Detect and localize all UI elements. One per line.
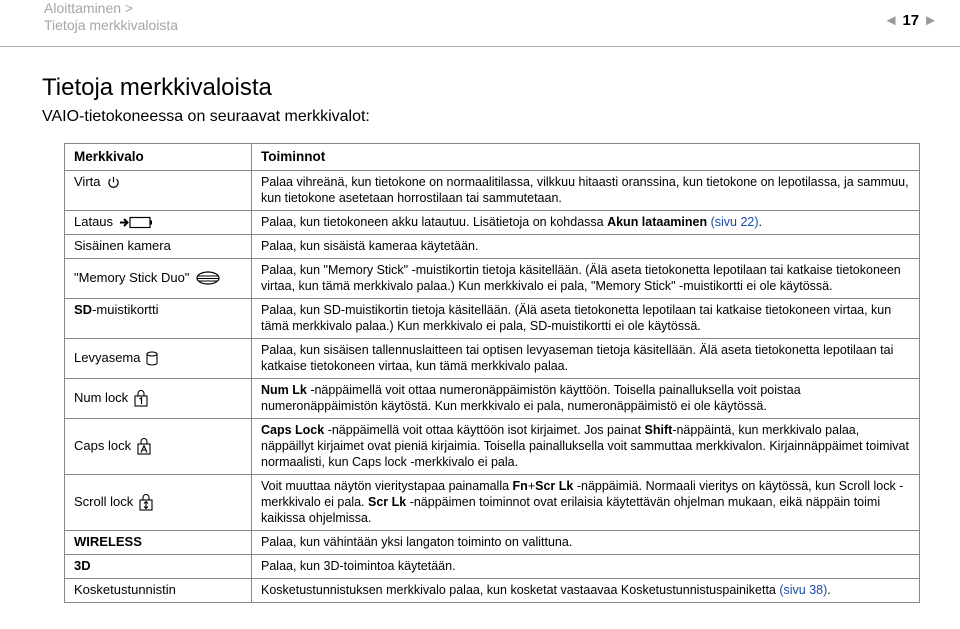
key-name: Fn xyxy=(512,479,528,493)
indicator-cell xyxy=(65,211,252,235)
table-row xyxy=(65,531,920,555)
key-name: Num Lk xyxy=(261,383,307,397)
function-cell: Kosketustunnistuksen merkkivalo palaa, kun kosketat vastaavaa Kosketustunnistuspainiketta (sivu 38). xyxy=(252,579,920,603)
key-name: Caps Lock xyxy=(261,423,325,437)
table-row xyxy=(65,555,920,579)
indicator-cell xyxy=(65,419,252,475)
table-row xyxy=(65,211,920,235)
table-row xyxy=(65,299,920,339)
indicator-cell xyxy=(65,579,252,603)
column-header-function: Toiminnot xyxy=(252,144,920,171)
function-cell: Voit muuttaa näytön vieritystapaa painamalla Fn+Scr Lk -näppäimiä. Normaali vieritys on käytössä, kun Scroll lock -merkkivalo ei pala. Scr Lk -näppäimen toiminnot ovat erilaisia käytettävän ohjelman mukaan, eikä näppäin toimi kaikissa ohjelmissa. xyxy=(252,475,920,531)
next-page-icon[interactable]: ► xyxy=(923,12,938,29)
cross-reference-title: Akun lataaminen xyxy=(607,215,708,229)
table-row xyxy=(65,235,920,259)
indicator-label: Caps lock xyxy=(74,438,132,453)
indicator-label: -muistikortti xyxy=(92,302,159,317)
breadcrumb[interactable]: Aloittaminen > xyxy=(44,0,134,16)
column-header-indicator: Merkkivalo xyxy=(65,144,252,171)
table-row xyxy=(65,379,920,419)
num-lock-icon xyxy=(134,390,148,407)
indicator-label: Levyasema xyxy=(74,350,141,365)
battery-charge-icon xyxy=(119,216,153,229)
page-subtitle: VAIO-tietokoneessa on seuraavat merkkivalot: xyxy=(42,108,370,125)
table-row xyxy=(65,259,920,299)
indicator-cell xyxy=(65,171,252,211)
function-cell: Palaa vihreänä, kun tietokone on normaalitilassa, vilkkuu hitaasti oranssina, kun tietokone on lepotilassa, ja sammuu, kun tietokone asetetaan horrostilaan tai sammutetaan. xyxy=(252,171,920,211)
indicator-label-bold: SD xyxy=(74,302,93,317)
caps-lock-icon xyxy=(137,438,151,455)
header-divider xyxy=(0,46,960,47)
indicator-label: Scroll lock xyxy=(74,494,134,509)
page-title: Tietoja merkkivaloista xyxy=(42,74,272,101)
header-section-title: Tietoja merkkivaloista xyxy=(44,17,179,33)
function-cell: Palaa, kun "Memory Stick" -muistikortin tietoja käsitellään. (Älä aseta tietokonetta lepotilaan tai katkaise tietokoneen virtaa, kun tämä merkkivalo palaa.) Kun merkkivalo ei pala, "Memory Stick" -muistikortti ei ole käytössä. xyxy=(252,259,920,299)
indicator-cell xyxy=(65,339,252,379)
indicator-cell xyxy=(65,259,252,299)
memory-stick-icon xyxy=(195,270,221,286)
table-header-row xyxy=(65,144,920,171)
indicator-table xyxy=(64,143,920,603)
function-cell: Num Lk -näppäimellä voit ottaa numeronäppäimistön käyttöön. Toisella painalluksella voit poistaa numeronäppäimistön käytöstä. Kun merkkivalo ei pala, numeronäppäimistö ei ole käytössä. xyxy=(252,379,920,419)
indicator-cell xyxy=(65,235,252,259)
function-cell: Palaa, kun tietokoneen akku latautuu. Lisätietoja on kohdassa Akun lataaminen (sivu 22). xyxy=(252,211,920,235)
table-row xyxy=(65,579,920,603)
scroll-lock-icon xyxy=(139,494,153,511)
previous-page-icon[interactable]: ◄ xyxy=(883,12,899,29)
indicator-label: Lataus xyxy=(74,214,114,229)
indicator-label: WIRELESS xyxy=(74,534,142,549)
page-header xyxy=(44,0,178,34)
function-cell: Palaa, kun vähintään yksi langaton toiminto on valittuna. xyxy=(252,531,920,555)
table-row xyxy=(65,475,920,531)
indicator-cell xyxy=(65,531,252,555)
page-link[interactable]: (sivu 22) xyxy=(710,215,759,229)
function-cell: Palaa, kun SD-muistikortin tietoja käsitellään. (Älä aseta tietokonetta lepotilaan tai katkaise tietokoneen virtaa, kun tämä merkkivalo palaa.) Kun merkkivalo ei pala, SD-muistikortti ei ole käytössä. xyxy=(252,299,920,339)
indicator-label: Virta xyxy=(74,174,101,189)
key-name: Shift xyxy=(644,423,673,437)
table-row xyxy=(65,419,920,475)
indicator-cell xyxy=(65,379,252,419)
table-row xyxy=(65,171,920,211)
page-navigation xyxy=(884,12,938,29)
indicator-label: Kosketustunnistin xyxy=(74,582,176,597)
indicator-label: Sisäinen kamera xyxy=(74,238,171,253)
function-cell: Palaa, kun sisäistä kameraa käytetään. xyxy=(252,235,920,259)
disk-drive-icon xyxy=(146,351,158,366)
function-cell: Palaa, kun 3D-toimintoa käytetään. xyxy=(252,555,920,579)
indicator-label: 3D xyxy=(74,558,91,573)
indicator-label: Num lock xyxy=(74,390,129,405)
indicator-cell xyxy=(65,555,252,579)
indicator-cell xyxy=(65,299,252,339)
table-row xyxy=(65,339,920,379)
power-icon xyxy=(107,176,120,189)
page-number: 17 xyxy=(902,12,920,29)
indicator-cell xyxy=(65,475,252,531)
page-link[interactable]: (sivu 38) xyxy=(779,583,828,597)
function-cell: Palaa, kun sisäisen tallennuslaitteen tai optisen levyaseman tietoja käsitellään. Älä aseta tietokonetta lepotilaan tai katkaise tietokoneen virtaa, kun tämä merkkivalo palaa. xyxy=(252,339,920,379)
key-name: Scr Lk xyxy=(535,479,574,493)
key-name: Scr Lk xyxy=(368,495,407,509)
indicator-label: "Memory Stick Duo" xyxy=(74,270,190,285)
function-cell: Caps Lock -näppäimellä voit ottaa käyttöön isot kirjaimet. Jos painat Shift-näppäintä, kun merkkivalo palaa, näppäillyt kirjaimet ovat pieniä kirjaimia. Toisella painalluksella voit sammuttaa merkkivalon. Kirjainnäppäimet toimivat normaalisti, kun Caps lock -merkkivalo ei pala. xyxy=(252,419,920,475)
